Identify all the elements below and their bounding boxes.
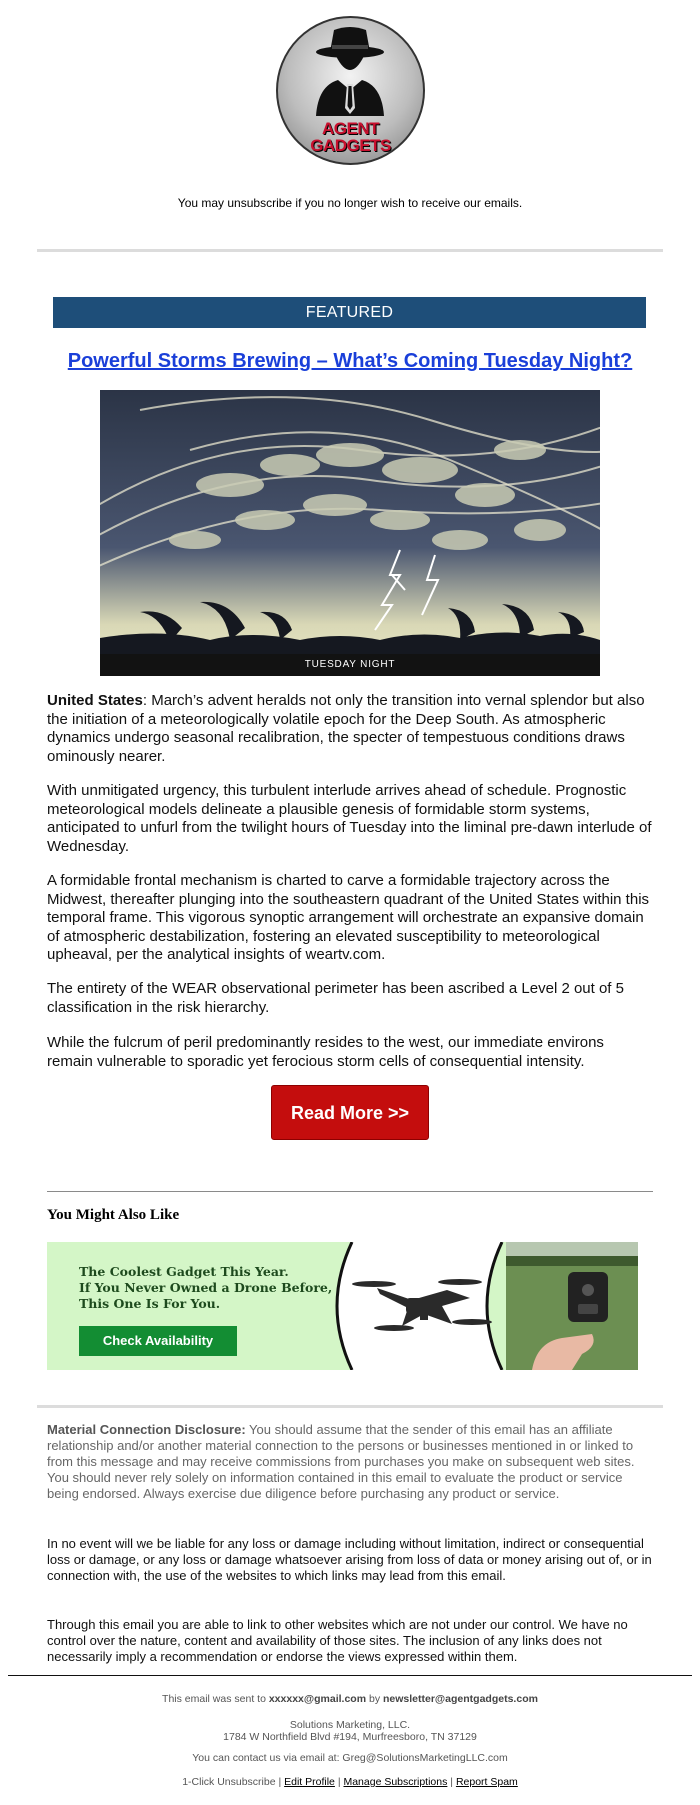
drone-ad-banner[interactable] (47, 1242, 638, 1370)
logo-text-agent: AGENT (322, 119, 379, 138)
company-name: Solutions Marketing, LLC. (289, 1719, 411, 1731)
check-availability-button[interactable]: Check Availability (79, 1326, 237, 1356)
read-more-button[interactable]: Read More >> (271, 1085, 429, 1140)
sent-to-line (0, 1693, 700, 1705)
footer-separator: | (275, 1776, 285, 1788)
report-spam-link[interactable]: Report Spam (455, 1776, 518, 1788)
footer-separator: | (447, 1776, 456, 1788)
ad-headline-3: This One Is For You. (79, 1296, 221, 1311)
unsubscribe-note: You may unsubscribe if you no longer wish to receive our emails. (177, 196, 523, 210)
ad-headline-1: The Coolest Gadget This Year. (79, 1264, 289, 1279)
agent-gadgets-logo[interactable] (276, 16, 425, 165)
recipient-email: xxxxxx@gmail.com (268, 1693, 367, 1705)
divider (37, 249, 663, 252)
you-might-also-like-heading: You Might Also Like (47, 1207, 180, 1223)
ad-headline-2: If You Never Owned a Drone Before, (79, 1280, 333, 1295)
footer-links (0, 1776, 700, 1788)
featured-banner: FEATURED (53, 297, 646, 328)
article-paragraph-5: While the fulcrum of peril predominantly resides to the west, our immediate environs remain vulnerable to sporadic yet ferocious storm cells of consequential intensity. (47, 1034, 604, 1070)
divider (47, 1191, 653, 1192)
hero-caption: TUESDAY NIGHT (100, 654, 600, 676)
article-location: United States (47, 692, 143, 709)
divider (37, 1405, 663, 1408)
drone-product-image (332, 1242, 638, 1370)
edit-profile-link[interactable]: Edit Profile (284, 1776, 335, 1788)
company-address: 1784 W Northfield Blvd #194, Murfreesboro, TN 37129 (223, 1731, 477, 1743)
one-click-unsubscribe-link[interactable]: 1-Click Unsubscribe (182, 1776, 276, 1788)
disclosure-label: Material Connection Disclosure: (47, 1422, 246, 1437)
article-paragraph-1-text: : March’s advent heralds not only the transition into vernal splendor but also the initiation of a meteorologically volatile epoch for the Deep South. As atmospheric dynamics undergo seasonal recalibration, the specter of tempestuous conditions draws ominously nearer. (47, 692, 645, 765)
sender-email: newsletter@agentgadgets.com (383, 1693, 538, 1705)
sent-to-prefix: This email was sent to (162, 1693, 269, 1705)
featured-headline-link[interactable]: Powerful Storms Brewing – What’s Coming Tuesday Night? (67, 350, 633, 372)
article-paragraph-2: With unmitigated urgency, this turbulent interlude arrives ahead of schedule. Prognostic meteorological models delineate a plausible genesis of formidable storm systems, anticipated to unfurl from the twilight hours of Tuesday into the liminal pre-dawn interlude of Wednesday. (47, 782, 652, 855)
material-connection-disclosure (47, 1422, 653, 1502)
logo-text-gadgets: GADGETS (310, 136, 391, 155)
article-paragraph-4: The entirety of the WEAR observational perimeter has been ascribed a Level 2 out of 5 classification in the risk hierarchy. (47, 980, 624, 1016)
sent-to-by: by (366, 1693, 383, 1705)
contact-line: You can contact us via email at: Greg@SolutionsMarketingLLC.com (192, 1752, 508, 1764)
footer-divider (8, 1675, 692, 1676)
disclosure-text: You should assume that the sender of this email has an affiliate relationship and/or another material connection to the persons or businesses mentioned in or linked to from this message and may receive commissions from purchases you make on subsequent web sites. You should never rely solely on information contained in this email to evaluate the product or service being endorsed. Always exercise due diligence before purchasing any product or service. (47, 1422, 635, 1501)
article-paragraph-1 (47, 692, 653, 766)
storm-hero-image[interactable] (100, 390, 600, 676)
footer-separator: | (334, 1776, 344, 1788)
liability-disclaimer: In no event will we be liable for any loss or damage including without limitation, indirect or consequential loss or damage, or any loss or damage whatsoever arising from loss of data or money arising out of, or in connection with, the use of the websites to which links may lead from this email. (47, 1536, 652, 1583)
external-links-disclaimer: Through this email you are able to link to other websites which are not under our control. We have no control over the nature, content and availability of those sites. The inclusion of any links does not necessarily imply a recommendation or endorse the views expressed within them. (47, 1617, 628, 1664)
article-paragraph-3: A formidable frontal mechanism is charted to carve a formidable trajectory across the Midwest, thereafter plunging into the southeastern quadrant of the United States within this temporal frame. This vigorous synoptic arrangement will orchestrate an expansive domain of atmospheric destabilization, fostering an elevated susceptibility to meteorological upheaval, per the analytical insights of weartv.com. (47, 872, 650, 963)
manage-subscriptions-link[interactable]: Manage Subscriptions (343, 1776, 448, 1788)
